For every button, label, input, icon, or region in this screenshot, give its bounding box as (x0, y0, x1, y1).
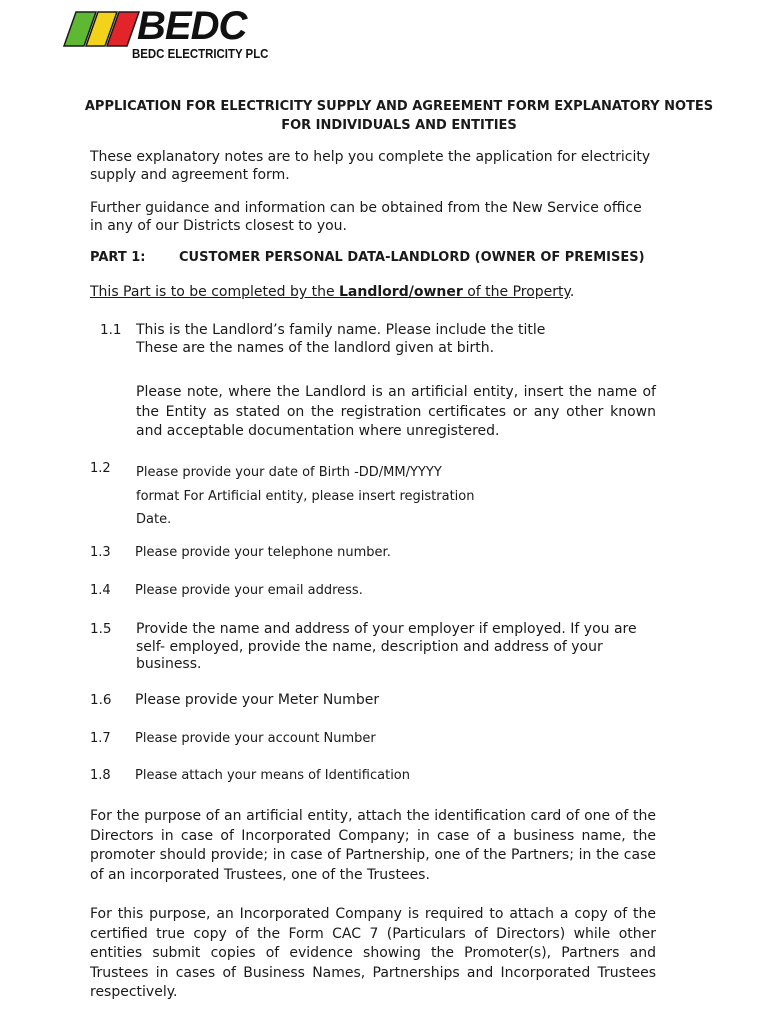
item-number: 1.8 (90, 768, 111, 783)
part-note-pre: This Part is to be completed by the (90, 284, 340, 300)
item-text: Please attach your means of Identification (135, 768, 410, 783)
item-text (136, 322, 656, 357)
item-text: Provide the name and address of your employer if employed. If you are self- employed, provide the name, description and address of your business. (136, 621, 637, 672)
item-extra-note: Please note, where the Landlord is an artificial entity, insert the name of the Entity as stated on the registration certificates or any other known and acceptable documentation where unregistered. (136, 384, 656, 439)
item-text: Please provide your email address. (135, 583, 363, 598)
document-title (84, 97, 714, 135)
item-text: Please provide your account Number (135, 731, 376, 746)
title-line-2: FOR INDIVIDUALS AND ENTITIES (281, 118, 517, 133)
item-number: 1.4 (90, 583, 111, 598)
part-note-bold: Landlord/owner (339, 284, 463, 300)
logo-company-name: BEDC ELECTRICITY PLC (132, 46, 269, 61)
item-text (136, 461, 656, 532)
item-number: 1.3 (90, 545, 111, 560)
part-note-end: . (569, 284, 575, 300)
intro-paragraph-2: Further guidance and information can be obtained from the New Service office in any of our Districts closest to you. (90, 200, 642, 234)
item-line: Please provide your date of Birth -DD/MM/YYYY (136, 465, 442, 480)
item-line: These are the names of the landlord given at birth. (136, 339, 495, 356)
item-number: 1.6 (90, 692, 112, 708)
part-note (90, 284, 656, 302)
closing-paragraph-1: For the purpose of an artificial entity, attach the identification card of one of the Directors in case of Incorporated Company; in case of a business name, the promoter should provide; in case of Partnership, one of the Partners; in the case of an incorporated Trustees, one of the Trustees. (90, 808, 656, 883)
bedc-logo (62, 4, 269, 64)
item-number: 1.5 (90, 621, 112, 637)
part-title: CUSTOMER PERSONAL DATA-LANDLORD (OWNER OF PREMISES) (179, 250, 645, 265)
item-line: Date. (136, 512, 172, 527)
item-number: 1.2 (90, 461, 111, 476)
item-line: format For Artificial entity, please insert registration (136, 488, 475, 504)
part-label: PART 1: (90, 250, 146, 265)
logo-brand-text: BEDC (137, 4, 247, 48)
intro-paragraph-1: These explanatory notes are to help you complete the application for electricity supply and agreement form. (90, 149, 651, 183)
part-note-post: of the Property (462, 284, 570, 300)
item-number: 1.7 (90, 731, 111, 746)
item-line: This is the Landlord’s family name. Please include the title (136, 322, 546, 338)
item-number: 1.1 (100, 322, 122, 338)
closing-paragraph-2: For this purpose, an Incorporated Company is required to attach a copy of the certified true copy of the Form CAC 7 (Particulars of Directors) while other entities submit copies of evidence showing the Promoter(s), Partners and Trustees in cases of Business Names, Partnerships and Incorporated Trustees respectively. (90, 906, 656, 1000)
item-text: Please provide your telephone number. (135, 545, 391, 560)
title-line-1: APPLICATION FOR ELECTRICITY SUPPLY AND AGREEMENT FORM EXPLANATORY NOTES (84, 99, 714, 114)
item-text: Please provide your Meter Number (135, 692, 380, 708)
logo-stripes-icon (62, 10, 142, 50)
